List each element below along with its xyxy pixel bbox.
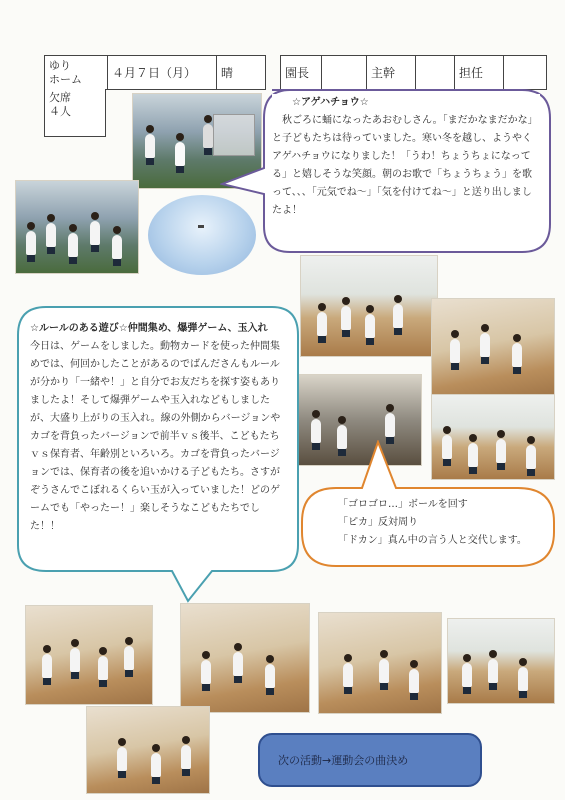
games-title: ☆ルールのある遊び☆仲間集め、爆弾ゲーム、玉入れ — [30, 323, 268, 334]
supervisor-stamp-box — [416, 56, 455, 90]
photo-gym-game-1 — [300, 255, 438, 357]
rules-bubble — [338, 496, 548, 556]
butterfly-bubble — [272, 94, 540, 244]
butterfly-title: ☆アゲハチョウ☆ — [292, 97, 369, 108]
rule-line-2: 「ピカ」反対周り — [338, 517, 418, 528]
photo-ball-game-5 — [86, 706, 210, 794]
photo-ball-game-1 — [25, 605, 153, 705]
butterfly-body: 秋ごろに蛹になったあおむしさん。「まだかなまだかな」と子どもたちは待っていました。寒い冬を越し、ようやくアゲハチョウになりました！「うわ！ちょうちょになってる」と嬉しそうな笑顔。朝のお歌で「ちょうちょう」を歌って、、、「元気でね～」「気を付けてね～」と送り出しましたよ！ — [272, 115, 538, 216]
weather: 晴 — [217, 56, 266, 90]
games-body: 今日は、ゲームをしました。動物カードを使った仲間集めでは、何回かしたことがあるのでばんださんもルールが分かり「一緒や！」と自分でお友だちを探す姿もありましたよ！そして爆弾ゲームや玉入れなどもしましたが、大盛り上がりの玉入れ。線の外側からバージョンやカゴを背負ったバージョンで前半ｖｓ後半、こどもたちｖｓ保育者、年齢別といろいろ。カゴを背負ったバージョンでは、保育者の後を追いかける子どもたち。さすがぞうさんでこぼれるくらい玉が入っていました！どのゲームでも「やったー！」楽しそうなこどもたちでした！！ — [30, 341, 281, 532]
photo-gym-game-2 — [431, 298, 555, 398]
principal-stamp-box — [322, 56, 367, 90]
photo-ball-game-2 — [180, 603, 310, 713]
absence-count: 欠席 ４人 — [49, 91, 71, 118]
teacher-stamp-box — [504, 56, 547, 90]
photo-children-watching — [15, 180, 139, 274]
date: ４月７日（月） — [108, 56, 217, 90]
rule-line-3: 「ドカン」真ん中の言う人と交代します。 — [338, 535, 527, 546]
next-activity-text: 次の活動→運動会の曲決め — [278, 754, 409, 767]
class-name: ゆり ホーム — [45, 56, 108, 90]
butterfly-icon — [198, 225, 204, 228]
supervisor-label: 主幹 — [367, 56, 416, 90]
photo-ball-game-3 — [318, 612, 442, 714]
games-bubble — [30, 320, 288, 560]
rule-line-1: 「ゴロゴロ…」ボールを回す — [338, 499, 468, 510]
photo-ball-game-4 — [447, 618, 555, 704]
header-gap — [266, 56, 281, 90]
header-table — [44, 55, 547, 90]
next-activity-box — [258, 733, 482, 787]
teacher-label: 担任 — [455, 56, 504, 90]
principal-label: 園長 — [281, 56, 322, 90]
